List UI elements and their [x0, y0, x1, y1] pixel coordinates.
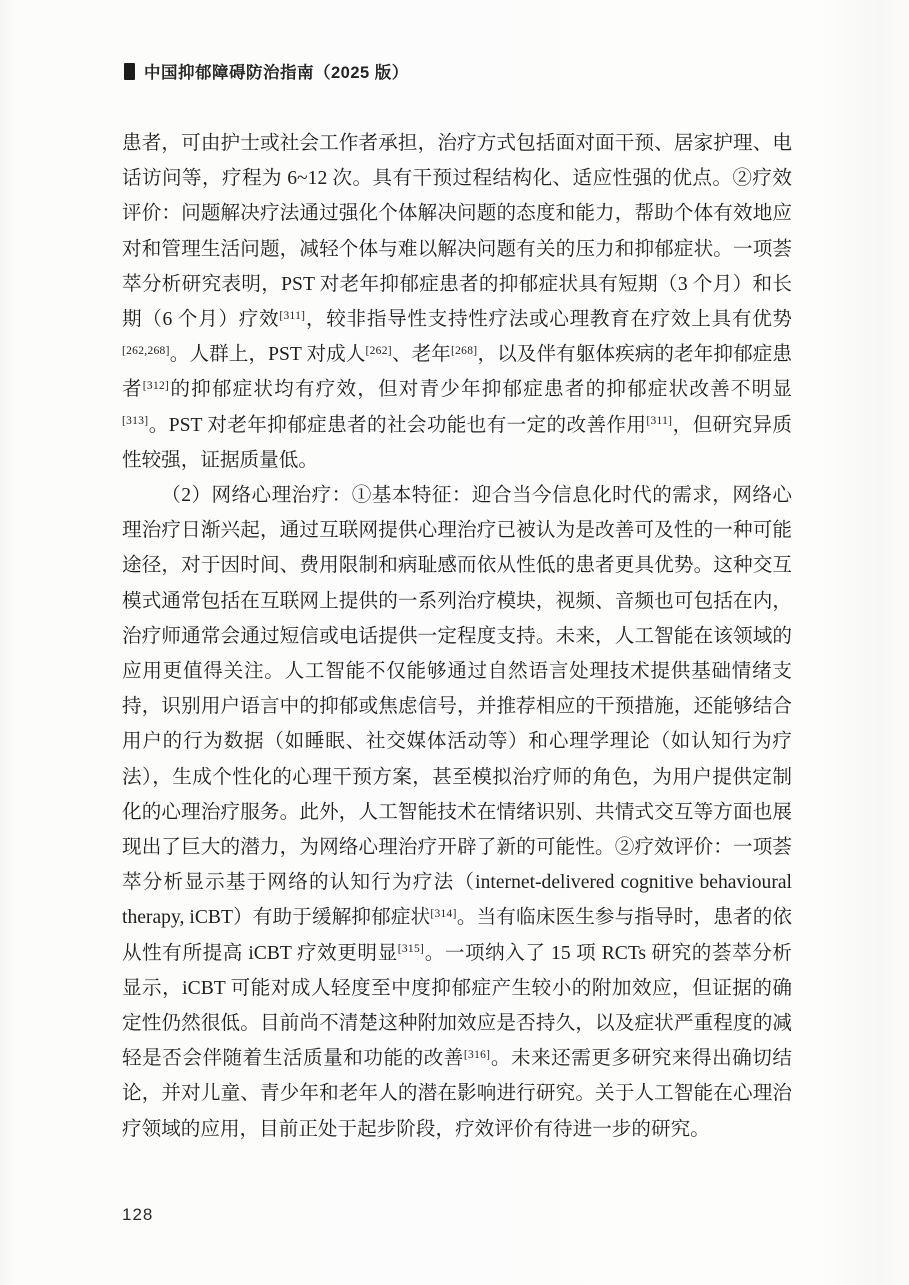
header-title: 中国抑郁障碍防治指南（2025 版）: [144, 64, 409, 82]
citation-ref: [262,268]: [122, 344, 170, 357]
citation-ref: [315]: [397, 943, 425, 956]
citation-ref: [311]: [646, 415, 673, 428]
citation-ref: [311]: [279, 309, 306, 322]
paragraph-2: （2）网络心理治疗：①基本特征：迎合当今信息化时代的需求，网络心理治疗日渐兴起，通过互联网提供心理治疗已被认为是改善可及性的一种可能途径，对于因时间、费用限制和病耻感而依从性低的患者更具优势。这种交互模式通常包括在互联网上提供的一系列治疗模块，视频、音频也可包括在内，治疗师通常会通过短信或电话提供一定程度支持。未来，人工智能在该领域的应用更值得关注。人工智能不仅能够通过自然语言处理技术提供基础情绪支持，识别用户语言中的抑郁或焦虑信号，并推荐相应的干预措施，还能够结合用户的行为数据（如睡眠、社交媒体活动等）和心理学理论（如认知行为疗法），生成个性化的心理干预方案，甚至模拟治疗师的角色，为用户提供定制化的心理治疗服务。此外，人工智能技术在情绪识别、共情式交互等方面也展现出了巨大的潜力，为网络心理治疗开辟了新的可能性。②疗效评价：一项荟萃分析显示基于网络的认知行为疗法（internet-delivered cognitive behavioural therapy, iCBT）有助于缓解抑郁症状[314]。当有临床医生参与指导时，患者的依从性有所提高 iCBT 疗效更明显[315]。一项纳入了 15 项 RCTs 研究的荟萃分析显示，iCBT 可能对成人轻度至中度抑郁症产生较小的附加效应，但证据的确定性仍然很低。目前尚不清楚这种附加效应是否持久，以及症状严重程度的减轻是否会伴随着生活质量和功能的改善[316]。未来还需更多研究来得出确切结论，并对儿童、青少年和老年人的潜在影响进行研究。关于人工智能在心理治疗领域的应用，目前正处于起步阶段，疗效评价有待进一步的研究。: [122, 485, 793, 1140]
citation-ref: [262]: [365, 344, 392, 357]
citation-ref: [313]: [122, 415, 149, 428]
citation-ref: [268]: [450, 344, 478, 357]
citation-ref: [316]: [463, 1048, 491, 1061]
body-text: [122, 126, 792, 1147]
running-header: [124, 59, 409, 83]
header-marker-icon: [124, 63, 135, 80]
page-number: 128: [122, 1205, 154, 1224]
citation-ref: [312]: [142, 380, 170, 393]
paragraph-1: 患者，可由护士或社会工作者承担，治疗方式包括面对面干预、居家护理、电话访问等，疗程为 6~12 次。具有干预过程结构化、适应性强的优点。②疗效评价：问题解决疗法通过强化个体解决问题的态度和能力，帮助个体有效地应对和管理生活问题，减轻个体与难以解决问题有关的压力和抑郁症状。一项荟萃分析研究表明，PST 对老年抑郁症患者的抑郁症状具有短期（3 个月）和长期（6 个月）疗效[311]，较非指导性支持性疗法或心理教育在疗效上具有优势[262,268]。人群上，PST 对成人[262]、老年[268]，以及伴有躯体疾病的老年抑郁症患者[312]的抑郁症状均有疗效，但对青少年抑郁症患者的抑郁症状改善不明显[313]。PST 对老年抑郁症患者的社会功能也有一定的改善作用[311]，但研究异质性较强，证据质量低。: [122, 133, 793, 471]
citation-ref: [314]: [430, 908, 457, 921]
